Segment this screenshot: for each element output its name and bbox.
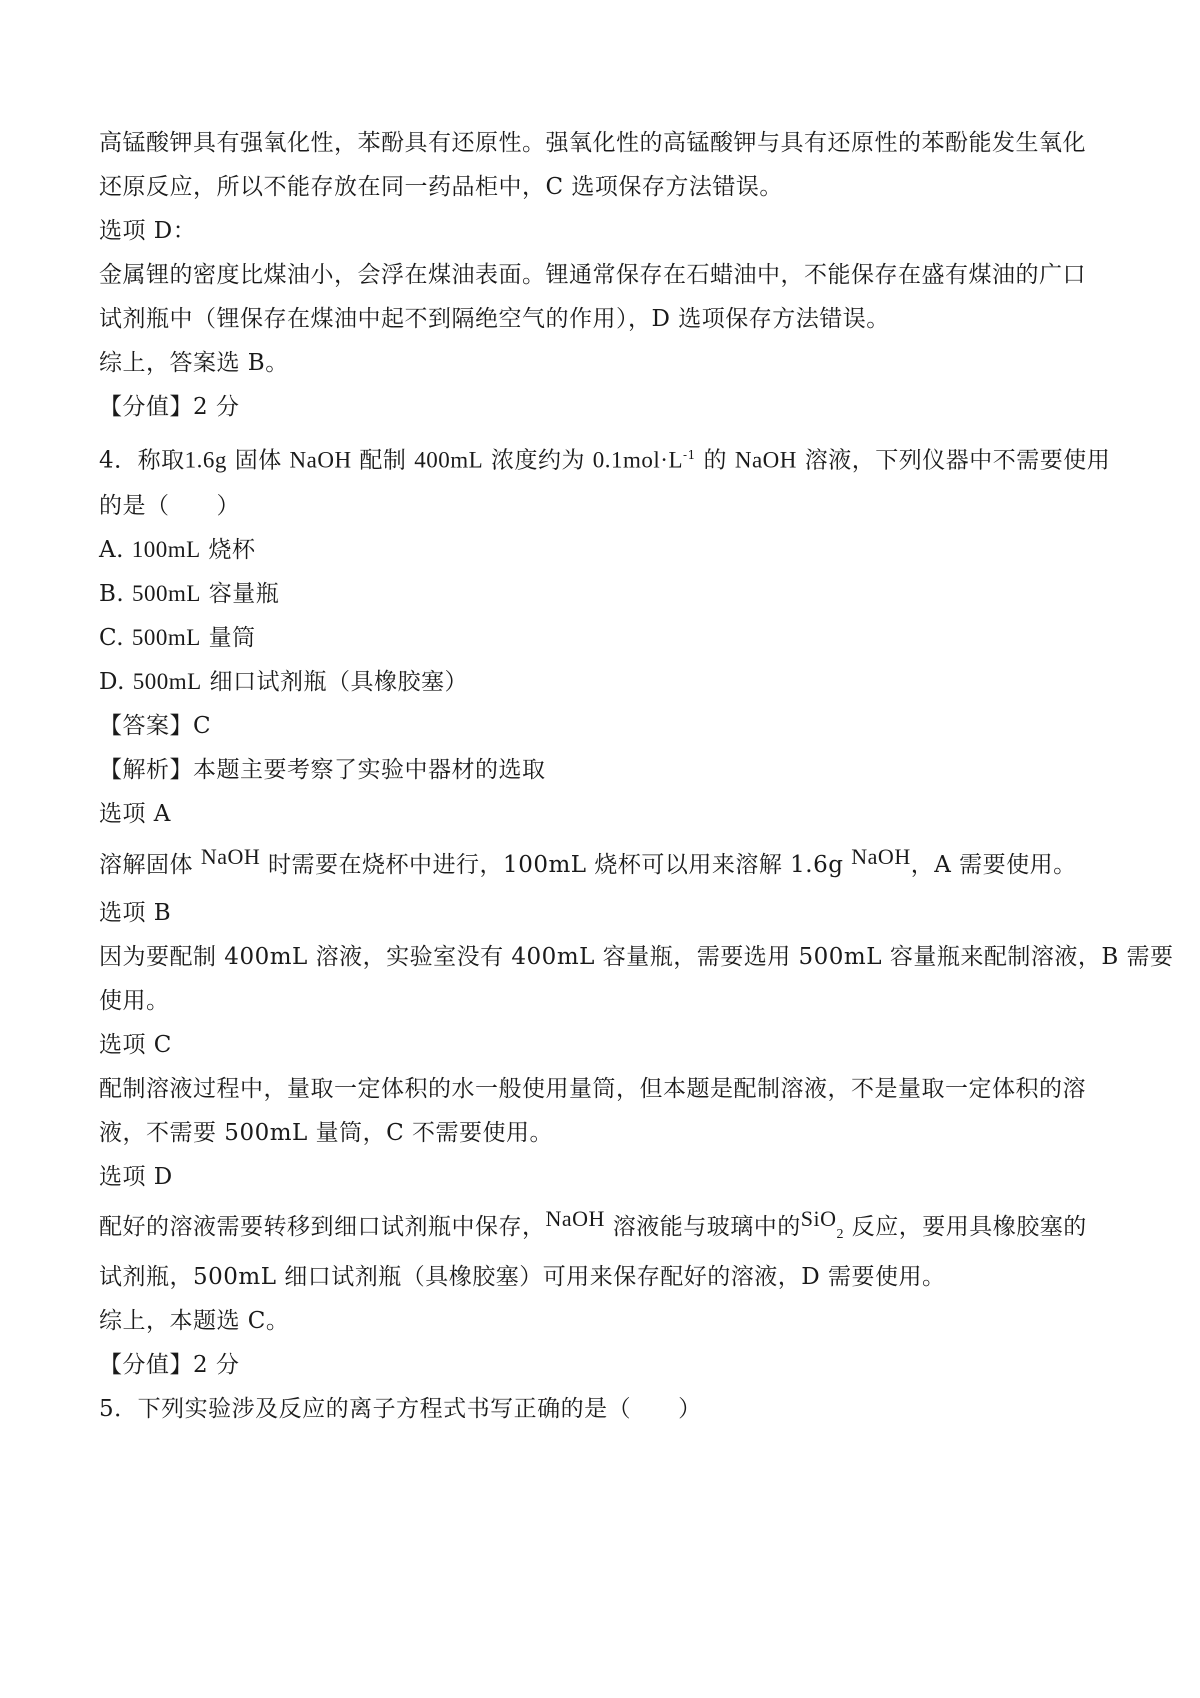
chem-formula: SiO xyxy=(800,1206,837,1231)
option-a-explanation xyxy=(99,844,1077,880)
expl-text: 配好的溶液需要转移到细口试剂瓶中保存， xyxy=(99,1214,546,1240)
option-label: D. xyxy=(99,669,133,695)
paragraph-line: 试剂瓶中（锂保存在煤油中起不到隔绝空气的作用），D 选项保存方法错误。 xyxy=(99,306,890,332)
option-text: 烧杯 xyxy=(200,537,256,563)
option-text: 量筒 xyxy=(200,625,256,651)
paragraph-line: 配制溶液过程中，量取一定体积的水一般使用量筒，但本题是配制溶液，不是量取一定体积的溶 xyxy=(99,1076,1086,1102)
option-heading: 选项 D xyxy=(99,1164,173,1190)
concentration-unit: 0.1mol·L xyxy=(592,447,684,473)
question-number: 4．称取 xyxy=(99,447,185,474)
option-text: 细口试剂瓶（具橡胶塞） xyxy=(201,669,469,695)
paragraph-line: 金属锂的密度比煤油小，会浮在煤油表面。锂通常保存在石蜡油中，不能保存在盛有煤油的广口 xyxy=(99,262,1086,288)
expl-text: 溶解固体 xyxy=(99,852,201,878)
paragraph-line: 试剂瓶，500mL 细口试剂瓶（具橡胶塞）可用来保存配好的溶液，D 需要使用。 xyxy=(99,1264,946,1290)
paragraph-line: 使用。 xyxy=(99,988,170,1014)
paragraph-line: 还原反应，所以不能存放在同一药品柜中，C 选项保存方法错误。 xyxy=(99,174,783,200)
question-stem: 5．下列实验涉及反应的离子方程式书写正确的是（ ） xyxy=(99,1396,702,1422)
chem-formula: NaOH xyxy=(851,844,911,869)
option-heading: 选项 A xyxy=(99,801,171,827)
option-volume: 500mL xyxy=(131,625,201,650)
chem-formula: NaOH xyxy=(289,447,352,473)
analysis-line: 【解析】本题主要考察了实验中器材的选取 xyxy=(99,757,546,783)
chem-formula: NaOH xyxy=(545,1206,605,1231)
option-heading: 选项 D： xyxy=(99,218,197,244)
option-heading: 选项 B xyxy=(99,900,172,926)
option-d xyxy=(99,667,468,697)
mass-value: 1.6g xyxy=(184,447,227,473)
stem-text: 的 xyxy=(695,447,735,474)
option-label: C. xyxy=(99,625,132,651)
summary-line: 综上，答案选 B。 xyxy=(99,350,289,376)
chem-formula: NaOH xyxy=(734,447,797,473)
subscript: 2 xyxy=(836,1227,844,1242)
option-b xyxy=(99,579,279,609)
score-line: 【分值】2 分 xyxy=(99,394,240,420)
option-d-explanation xyxy=(99,1206,1087,1246)
summary-line: 综上，本题选 C。 xyxy=(99,1308,290,1334)
score-line: 【分值】2 分 xyxy=(99,1352,240,1378)
option-a xyxy=(99,535,256,565)
option-c xyxy=(99,623,256,653)
chem-formula: NaOH xyxy=(200,844,261,869)
stem-text: 固体 xyxy=(226,447,290,474)
question-stem xyxy=(99,440,1110,476)
expl-text: 时需要在烧杯中进行，100mL 烧杯可以用来溶解 1.6g xyxy=(260,852,852,878)
volume-value: 400mL xyxy=(414,447,484,473)
paragraph-line: 高锰酸钾具有强氧化性，苯酚具有还原性。强氧化性的高锰酸钾与具有还原性的苯酚能发生氧化 xyxy=(99,130,1086,156)
expl-text: 溶液能与玻璃中的 xyxy=(604,1214,801,1240)
stem-text: 溶液，下列仪器中不需要使用 xyxy=(796,447,1111,474)
paragraph-line: 液，不需要 500mL 量筒，C 不需要使用。 xyxy=(99,1120,554,1146)
option-volume: 500mL xyxy=(132,669,202,694)
answer-line: 【答案】C xyxy=(99,713,212,739)
stem-text: 浓度约为 xyxy=(483,447,593,474)
superscript: -1 xyxy=(683,448,696,462)
option-volume: 500mL xyxy=(132,581,201,606)
expl-text: ，A 需要使用。 xyxy=(910,852,1077,878)
option-label: B. xyxy=(99,581,133,607)
option-text: 容量瓶 xyxy=(200,581,280,607)
option-label: A. xyxy=(99,537,132,563)
question-stem-line2: 的是（ ） xyxy=(99,493,240,519)
paragraph-line: 因为要配制 400mL 溶液，实验室没有 400mL 容量瓶，需要选用 500mL 容量瓶来配制溶液，B 需要 xyxy=(99,944,1174,970)
option-volume: 100mL xyxy=(131,537,201,562)
stem-text: 配制 xyxy=(351,447,415,474)
expl-text: 反应，要用具橡胶塞的 xyxy=(844,1214,1087,1240)
option-heading: 选项 C xyxy=(99,1032,172,1058)
